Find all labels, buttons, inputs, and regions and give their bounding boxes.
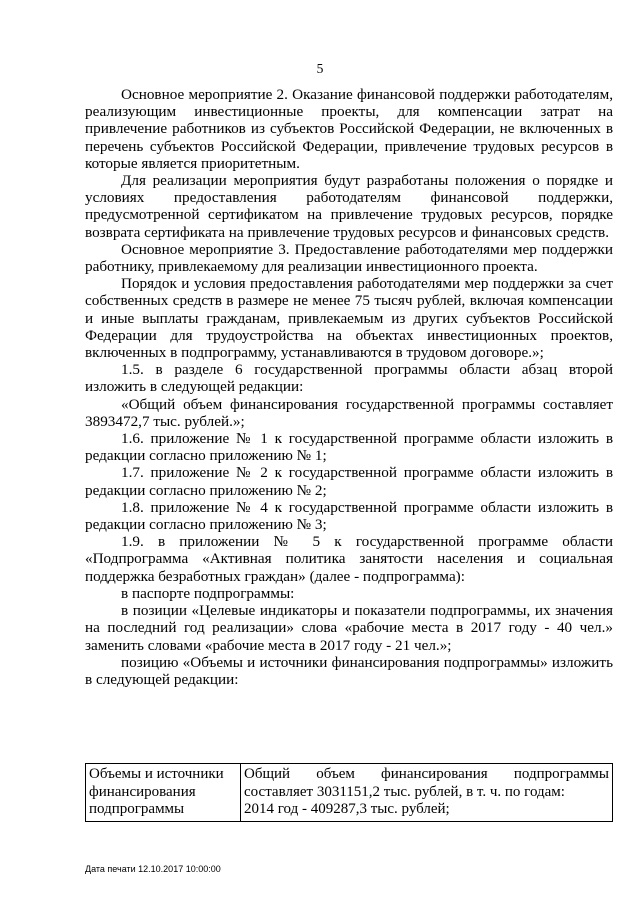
table-line: Общий объем финансирования подпрограммы xyxy=(244,766,609,782)
page-number: 5 xyxy=(316,61,324,76)
document-body xyxy=(85,86,613,688)
paragraph: 1.9. в приложении № 5 к государственной программе области «Подпрограмма «Активная политика занятости населения и социальная поддержка безработных граждан» (далее - подпрограмма): xyxy=(85,533,613,585)
table-line: составляет 3031151,2 тыс. рублей, в т. ч. по годам: xyxy=(244,783,565,800)
table-label-cell: Объемы и источники финансирования подпрограммы xyxy=(86,764,241,822)
paragraph: позицию «Объемы и источники финансирования подпрограммы» изложить в следующей редакции: xyxy=(85,653,613,688)
paragraph: 1.8. приложение № 4 к государственной программе области изложить в редакции согласно приложению № 3; xyxy=(85,498,613,534)
paragraph: в паспорте подпрограммы: xyxy=(121,584,295,602)
paragraph: Порядок и условия предоставления работодателями мер поддержки за счет собственных средств в размере не менее 75 тысяч рублей, включая компенсации и иные выплаты гражданам, привлекаемым из других субъектов Российской Федерации для трудоустройства на объектах инвестиционных проектов, включенных в подпрограмму, устанавливаются в трудовом договоре.»; xyxy=(85,275,613,362)
financing-table xyxy=(85,763,613,822)
paragraph: Для реализации мероприятия будут разработаны положения о порядке и условиях предоставления работодателям финансовой поддержки, предусмотренной сертификатом на привлечение трудовых ресурсов, порядке возврата сертификата на привлечение трудовых ресурсов и финансовых средств. xyxy=(85,172,613,241)
paragraph: 1.6. приложение № 1 к государственной программе области изложить в редакции согласно приложению № 1; xyxy=(85,430,613,465)
table-line: 2014 год - 409287,3 тыс. рублей; xyxy=(244,801,450,817)
table-content-cell xyxy=(241,764,613,822)
paragraph: 1.7. приложение № 2 к государственной программе области изложить в редакции согласно приложению № 2; xyxy=(85,464,613,499)
paragraph: Основное мероприятие 3. Предоставление работодателями мер поддержки работнику, привлекаемому для реализации инвестиционного проекта. xyxy=(85,240,613,276)
print-date: Дата печати 12.10.2017 10:00:00 xyxy=(85,864,221,874)
table-row xyxy=(86,764,613,822)
paragraph: «Общий объем финансирования государственной программы составляет 3893472,7 тыс. рублей.»; xyxy=(85,395,613,430)
paragraph: Основное мероприятие 2. Оказание финансовой поддержки работодателям, реализующим инвестиционные проекты, для компенсации затрат на привлечение работников из субъектов Российской Федерации, не включенных в перечень субъектов Российской Федерации, привлечение трудовых ресурсов в которые является приоритетным. xyxy=(85,86,613,172)
paragraph: в позиции «Целевые индикаторы и показатели подпрограммы, их значения на последний год реализации» слова «рабочие места в 2017 году - 40 чел.» заменить словами «рабочие места в 2017 году - 21 чел.»; xyxy=(85,602,613,654)
paragraph: 1.5. в разделе 6 государственной программы области абзац второй изложить в следующей редакции: xyxy=(85,361,613,396)
